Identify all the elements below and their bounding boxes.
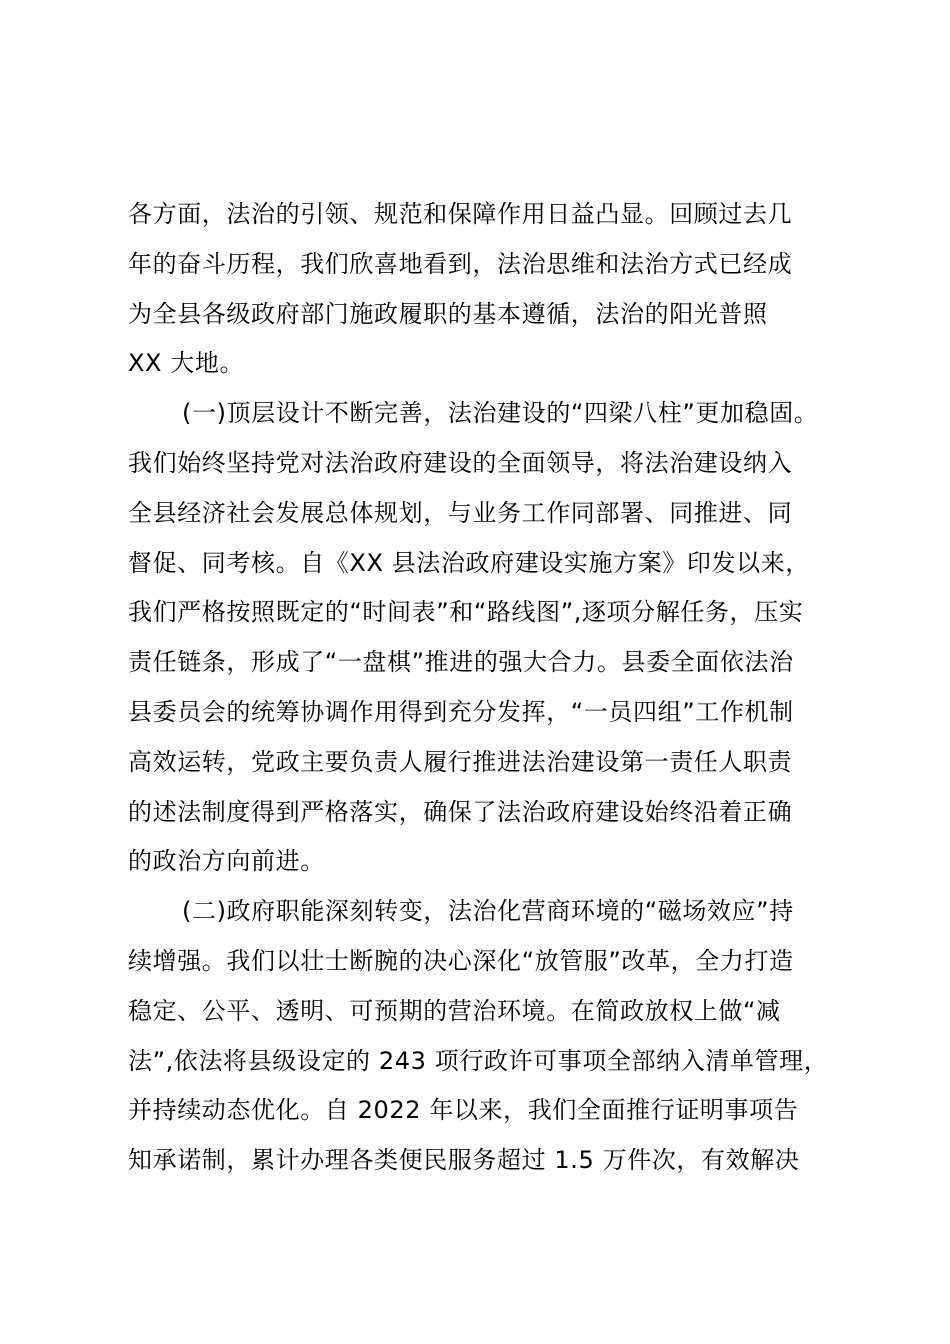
paragraph-line: 我们严格按照既定的“时间表”和“路线图”,逐项分解任务，压实 [128, 598, 804, 627]
paragraph-line: 稳定、公平、透明、可预期的营治环境。在简政放权上做“减 [128, 996, 781, 1025]
paragraph-line: 高效运转，党政主要负责人履行推进法治建设第一责任人职责 [128, 747, 793, 776]
paragraph-line: 督促、同考核。自《XX 县法治政府建设实施方案》印发以来， [128, 548, 810, 577]
paragraph-line: 责任链条，形成了“一盘棋”推进的强大合力。县委全面依法治 [128, 648, 794, 677]
section-heading-1: (一)顶层设计不断完善，法治建设的“四梁八柱”更加稳固。 [182, 399, 819, 428]
paragraph-line: 年的奋斗历程，我们欣喜地看到，法治思维和法治方式已经成 [128, 249, 793, 278]
paragraph-line: 我们始终坚持党对法治政府建设的全面领导，将法治建设纳入 [128, 448, 793, 477]
document-body [128, 190, 848, 1186]
section-heading-2: (二)政府职能深刻转变，法治化营商环境的“磁场效应”持 [182, 897, 794, 926]
paragraph-line: 知承诺制，累计办理各类便民服务超过 1.5 万件次，有效解决 [128, 1146, 800, 1175]
paragraph-line: 县委员会的统筹协调作用得到充分发挥，“一员四组”工作机制 [128, 697, 794, 726]
paragraph-line: 各方面，法治的引领、规范和保障作用日益凸显。回顾过去几 [128, 200, 793, 228]
paragraph-line: 的政治方向前进。 [128, 847, 325, 876]
paragraph-line: 全县经济社会发展总体规划，与业务工作同部署、同推进、同 [128, 498, 793, 527]
paragraph-line: 并持续动态优化。自 2022 年以来，我们全面推行证明事项告 [128, 1096, 799, 1125]
paragraph-line: XX 大地。 [128, 349, 245, 378]
paragraph-line: 为全县各级政府部门施政履职的基本遵循，法治的阳光普照 [128, 299, 768, 328]
paragraph-line: 的述法制度得到严格落实，确保了法治政府建设始终沿着正确 [128, 797, 793, 826]
paragraph-line: 法”,依法将县级设定的 243 项行政许可事项全部纳入清单管理， [128, 1046, 829, 1075]
paragraph-line: 续增强。我们以壮士断腕的决心深化“放管服”改革，全力打造 [128, 946, 794, 975]
